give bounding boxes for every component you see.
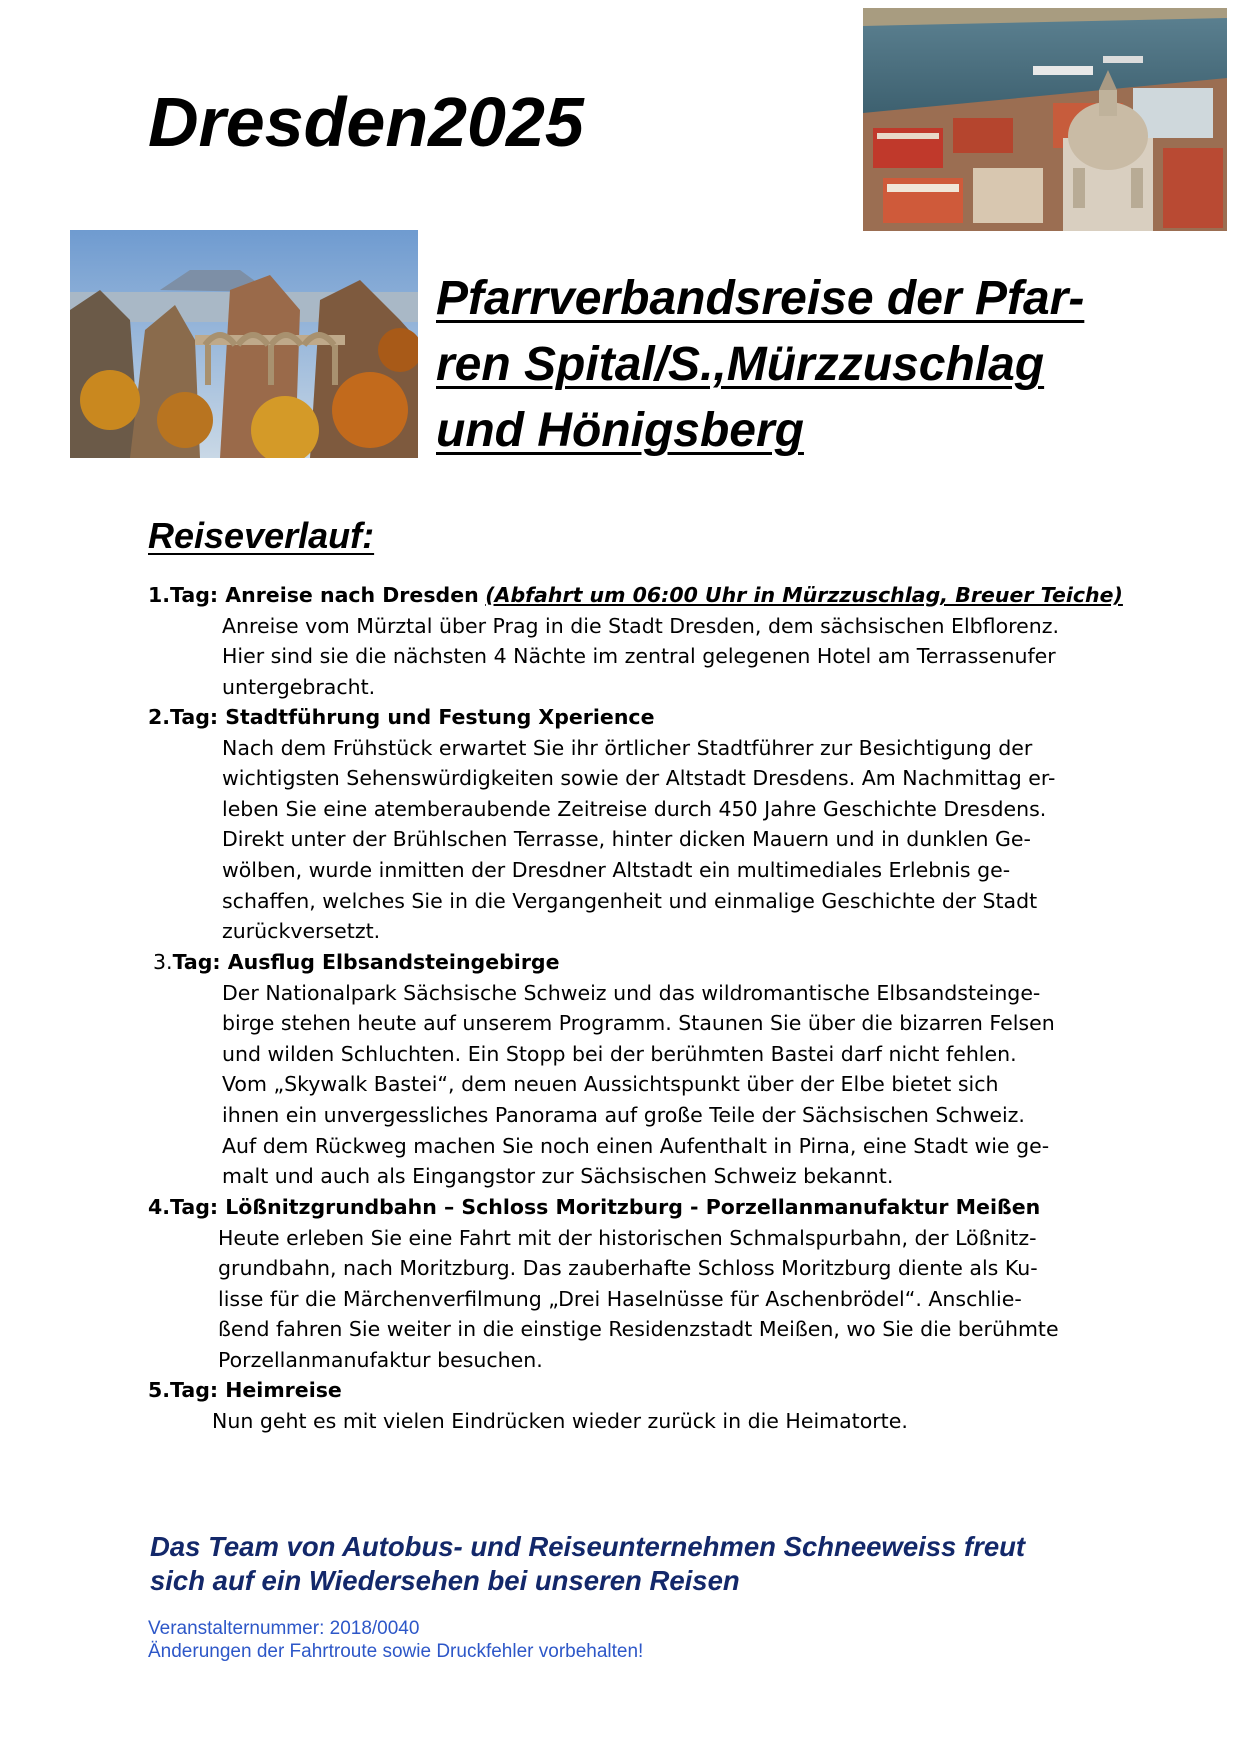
day-5 <box>148 1375 908 1436</box>
day-text-line: schaffen, welches Sie in die Vergangenheit und einmalige Geschichte der Stadt <box>222 888 1038 913</box>
day-text-line: Der Nationalpark Sächsische Schweiz und das wildromantische Elbsandsteinge- <box>222 980 1041 1005</box>
day-text-line: zurückversetzt. <box>222 919 381 944</box>
slogan-line: Das Team von Autobus- und Reiseunternehmen Schneeweiss freut <box>150 1531 1026 1562</box>
dresden-frauenkirche-aerial-photo <box>863 8 1227 231</box>
day-text-line: Nun geht es mit vielen Eindrücken wieder zurück in die Heimatorte. <box>212 1408 908 1433</box>
day-4 <box>148 1192 1059 1376</box>
day-2 <box>148 702 1055 947</box>
day-heading: Tag: Ausflug Elbsandsteingebirge <box>172 950 560 974</box>
day-3 <box>153 947 1055 1192</box>
day-heading: 1.Tag: Anreise nach Dresden <box>148 583 479 607</box>
day-text-line: lisse für die Märchenverfilmung „Drei Haselnüsse für Aschenbrödel“. Anschlie- <box>218 1286 1022 1311</box>
day-text-line: Anreise vom Mürztal über Prag in die Stadt Dresden, dem sächsischen Elbflorenz. <box>222 613 1059 638</box>
day-text-line: birge stehen heute auf unserem Programm. Staunen Sie über die bizarren Felsen <box>222 1011 1055 1036</box>
day-heading: 4.Tag: Lößnitzgrundbahn – Schloss Moritzburg - Porzellanmanufaktur Meißen <box>148 1195 1041 1219</box>
page-title: Dresden2025 <box>148 83 584 161</box>
day-text-line: ihnen ein unvergessliches Panorama auf große Teile der Sächsischen Schweiz. <box>222 1102 1025 1127</box>
day-text-line: ßend fahren Sie weiter in die einstige Residenzstadt Meißen, wo Sie die berühmte <box>218 1317 1059 1342</box>
day-text-line: wölben, wurde inmitten der Dresdner Altstadt ein multimediales Erlebnis ge- <box>222 857 1011 882</box>
slogan-line: sich auf ein Wiedersehen bei unseren Reisen <box>150 1565 740 1596</box>
trip-subtitle <box>436 266 1156 464</box>
bastei-bridge-photo <box>70 230 418 458</box>
day-text-line: untergebracht. <box>222 674 376 699</box>
day-heading: 2.Tag: Stadtführung und Festung Xperience <box>148 705 655 729</box>
day-text-line: Hier sind sie die nächsten 4 Nächte im zentral gelegenen Hotel am Terrassenufer <box>222 644 1056 669</box>
subtitle-line: und Hönigsberg <box>436 404 804 457</box>
section-heading: Reiseverlauf: <box>148 515 375 556</box>
subtitle-line: ren Spital/S.,Mürzzuschlag <box>436 338 1045 391</box>
day-text-line: Direkt unter der Brühlschen Terrasse, hinter dicken Mauern und in dunklen Ge- <box>222 827 1031 852</box>
company-slogan <box>150 1530 1025 1598</box>
day-text-line: grundbahn, nach Moritzburg. Das zauberhafte Schloss Moritzburg diente als Ku- <box>218 1256 1038 1281</box>
day-text-line: Porzellanmanufaktur besuchen. <box>218 1347 543 1372</box>
disclaimer: Änderungen der Fahrtroute sowie Druckfehler vorbehalten! <box>148 1641 644 1662</box>
day-text-line: und wilden Schluchten. Ein Stopp bei der berühmten Bastei darf nicht fehlen. <box>222 1041 1017 1066</box>
day-text-line: leben Sie eine atemberaubende Zeitreise durch 450 Jahre Geschichte Dresdens. <box>222 796 1047 821</box>
day-text-line: Auf dem Rückweg machen Sie noch einen Aufenthalt in Pirna, eine Stadt wie ge- <box>222 1133 1050 1158</box>
organizer-number: Veranstalternummer: 2018/0040 <box>148 1618 420 1639</box>
day-number: 3. <box>153 950 173 974</box>
day-text-line: Heute erleben Sie eine Fahrt mit der historischen Schmalspurbahn, der Lößnitz- <box>218 1225 1037 1250</box>
subtitle-line: Pfarrverbandsreise der Pfar- <box>436 272 1085 325</box>
day-text-line: Vom „Skywalk Bastei“, dem neuen Aussichtspunkt über der Elbe bietet sich <box>222 1072 999 1097</box>
footer-notes <box>148 1617 643 1663</box>
day-text-line: Nach dem Frühstück erwartet Sie ihr örtlicher Stadtführer zur Besichtigung der <box>222 735 1033 760</box>
day-1 <box>148 580 1123 702</box>
day-text-line: wichtigsten Sehenswürdigkeiten sowie der Altstadt Dresdens. Am Nachmittag er- <box>222 766 1056 791</box>
departure-note: (Abfahrt um 06:00 Uhr in Mürzzuschlag, Breuer Teiche) <box>485 583 1123 607</box>
day-heading: 5.Tag: Heimreise <box>148 1378 342 1402</box>
day-text-line: malt und auch als Eingangstor zur Sächsischen Schweiz bekannt. <box>222 1164 894 1189</box>
